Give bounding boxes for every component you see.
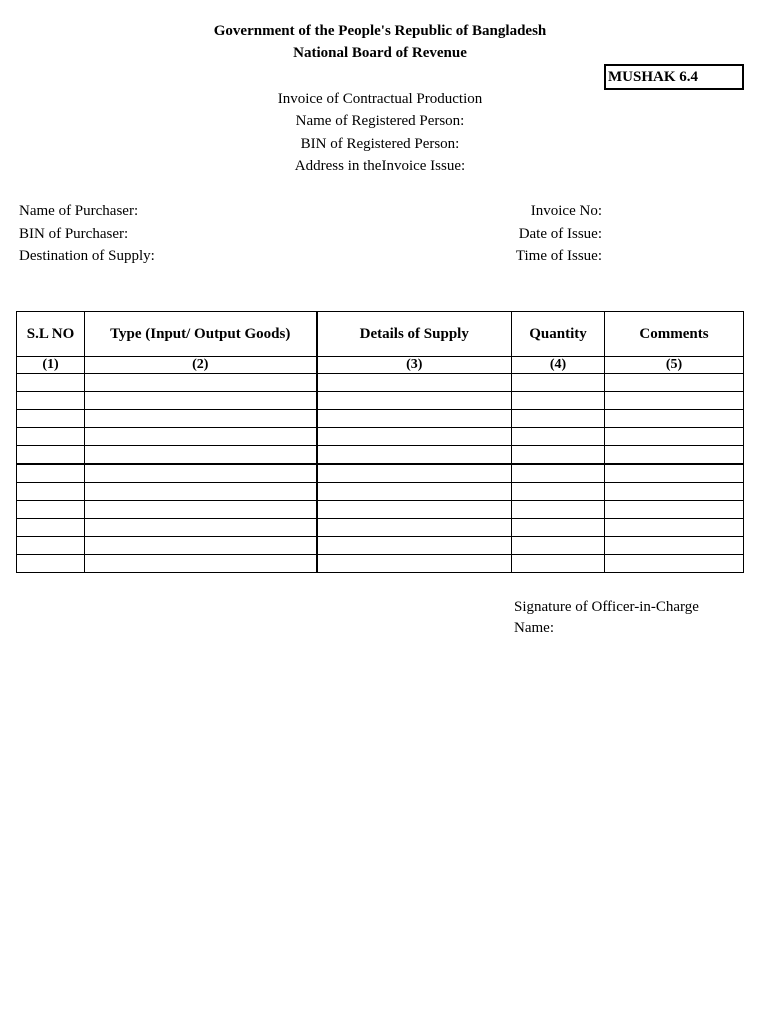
table-cell[interactable] bbox=[17, 446, 85, 465]
table-cell[interactable] bbox=[17, 410, 85, 428]
table-cell[interactable] bbox=[17, 374, 85, 392]
table-cell[interactable] bbox=[317, 555, 512, 573]
table-row bbox=[17, 446, 744, 465]
table-row bbox=[17, 374, 744, 392]
table-row bbox=[17, 555, 744, 573]
column-number-1: (1) bbox=[17, 357, 85, 374]
column-number-2: (2) bbox=[85, 357, 317, 374]
column-header-comments: Comments bbox=[605, 312, 744, 357]
table-cell[interactable] bbox=[605, 555, 744, 573]
table-cell[interactable] bbox=[85, 374, 317, 392]
table-cell[interactable] bbox=[605, 537, 744, 555]
table-cell[interactable] bbox=[85, 392, 317, 410]
table-cell[interactable] bbox=[317, 519, 512, 537]
table-cell[interactable] bbox=[605, 410, 744, 428]
table-cell[interactable] bbox=[317, 501, 512, 519]
table-cell[interactable] bbox=[17, 555, 85, 573]
table-cell[interactable] bbox=[605, 428, 744, 446]
table-cell[interactable] bbox=[605, 374, 744, 392]
table-cell[interactable] bbox=[512, 519, 605, 537]
table-cell[interactable] bbox=[605, 392, 744, 410]
invoice-issue-address-label: Address in theInvoice Issue: bbox=[294, 158, 466, 174]
table-cell[interactable] bbox=[85, 410, 317, 428]
supply-table bbox=[16, 311, 744, 573]
table-cell[interactable] bbox=[512, 501, 605, 519]
registered-person-bin-label: BIN of Registered Person: bbox=[300, 136, 460, 152]
officer-name-label: Name: bbox=[514, 620, 554, 636]
government-heading: Government of the People's Republic of Bangladesh bbox=[213, 23, 547, 39]
purchaser-name-label: Name of Purchaser: bbox=[19, 203, 139, 219]
table-cell[interactable] bbox=[605, 519, 744, 537]
purchaser-bin-label: BIN of Purchaser: bbox=[19, 226, 129, 242]
supply-destination-label: Destination of Supply: bbox=[19, 248, 155, 264]
issue-time-label: Time of Issue: bbox=[515, 248, 602, 264]
table-cell[interactable] bbox=[17, 519, 85, 537]
registered-person-name-label: Name of Registered Person: bbox=[295, 113, 465, 129]
table-cell[interactable] bbox=[17, 428, 85, 446]
form-code-box: MUSHAK 6.4 bbox=[604, 64, 744, 90]
table-cell[interactable] bbox=[512, 410, 605, 428]
table-cell[interactable] bbox=[512, 392, 605, 410]
table-cell[interactable] bbox=[317, 483, 512, 501]
table-cell[interactable] bbox=[512, 374, 605, 392]
column-header-details: Details of Supply bbox=[317, 312, 512, 357]
table-cell[interactable] bbox=[512, 537, 605, 555]
table-cell[interactable] bbox=[605, 483, 744, 501]
column-number-3: (3) bbox=[317, 357, 512, 374]
table-cell[interactable] bbox=[85, 519, 317, 537]
table-cell[interactable] bbox=[317, 374, 512, 392]
table-cell[interactable] bbox=[17, 501, 85, 519]
table-cell[interactable] bbox=[605, 464, 744, 483]
table-cell[interactable] bbox=[85, 483, 317, 501]
table-cell[interactable] bbox=[85, 537, 317, 555]
table-cell[interactable] bbox=[512, 428, 605, 446]
column-header-quantity: Quantity bbox=[512, 312, 605, 357]
table-cell[interactable] bbox=[85, 446, 317, 465]
table-row bbox=[17, 519, 744, 537]
table-cell[interactable] bbox=[17, 392, 85, 410]
table-cell[interactable] bbox=[17, 483, 85, 501]
issue-date-label: Date of Issue: bbox=[518, 226, 602, 242]
invoice-title: Invoice of Contractual Production bbox=[277, 91, 483, 107]
table-cell[interactable] bbox=[512, 483, 605, 501]
column-number-4: (4) bbox=[512, 357, 605, 374]
board-heading: National Board of Revenue bbox=[293, 45, 467, 61]
table-cell[interactable] bbox=[85, 555, 317, 573]
table-row bbox=[17, 392, 744, 410]
column-header-type: Type (Input/ Output Goods) bbox=[85, 312, 317, 357]
table-cell[interactable] bbox=[512, 446, 605, 465]
table-cell[interactable] bbox=[85, 501, 317, 519]
table-cell[interactable] bbox=[17, 537, 85, 555]
table-cell[interactable] bbox=[512, 464, 605, 483]
table-cell[interactable] bbox=[605, 501, 744, 519]
table-header-row bbox=[17, 312, 744, 357]
column-header-sl-no: S.L NO bbox=[17, 312, 85, 357]
table-row bbox=[17, 464, 744, 483]
table-cell[interactable] bbox=[317, 446, 512, 465]
table-row bbox=[17, 483, 744, 501]
table-cell[interactable] bbox=[317, 464, 512, 483]
table-cell[interactable] bbox=[317, 410, 512, 428]
table-cell[interactable] bbox=[317, 537, 512, 555]
table-row bbox=[17, 410, 744, 428]
table-cell[interactable] bbox=[605, 446, 744, 465]
column-number-5: (5) bbox=[605, 357, 744, 374]
table-cell[interactable] bbox=[317, 392, 512, 410]
table-cell[interactable] bbox=[85, 464, 317, 483]
table-cell[interactable] bbox=[85, 428, 317, 446]
table-row bbox=[17, 501, 744, 519]
table-row bbox=[17, 428, 744, 446]
table-cell[interactable] bbox=[512, 555, 605, 573]
table-cell[interactable] bbox=[17, 464, 85, 483]
column-number-row bbox=[17, 357, 744, 374]
invoice-number-label: Invoice No: bbox=[530, 203, 602, 219]
officer-signature-label: Signature of Officer-in-Charge bbox=[514, 599, 699, 615]
table-cell[interactable] bbox=[317, 428, 512, 446]
table-row bbox=[17, 537, 744, 555]
